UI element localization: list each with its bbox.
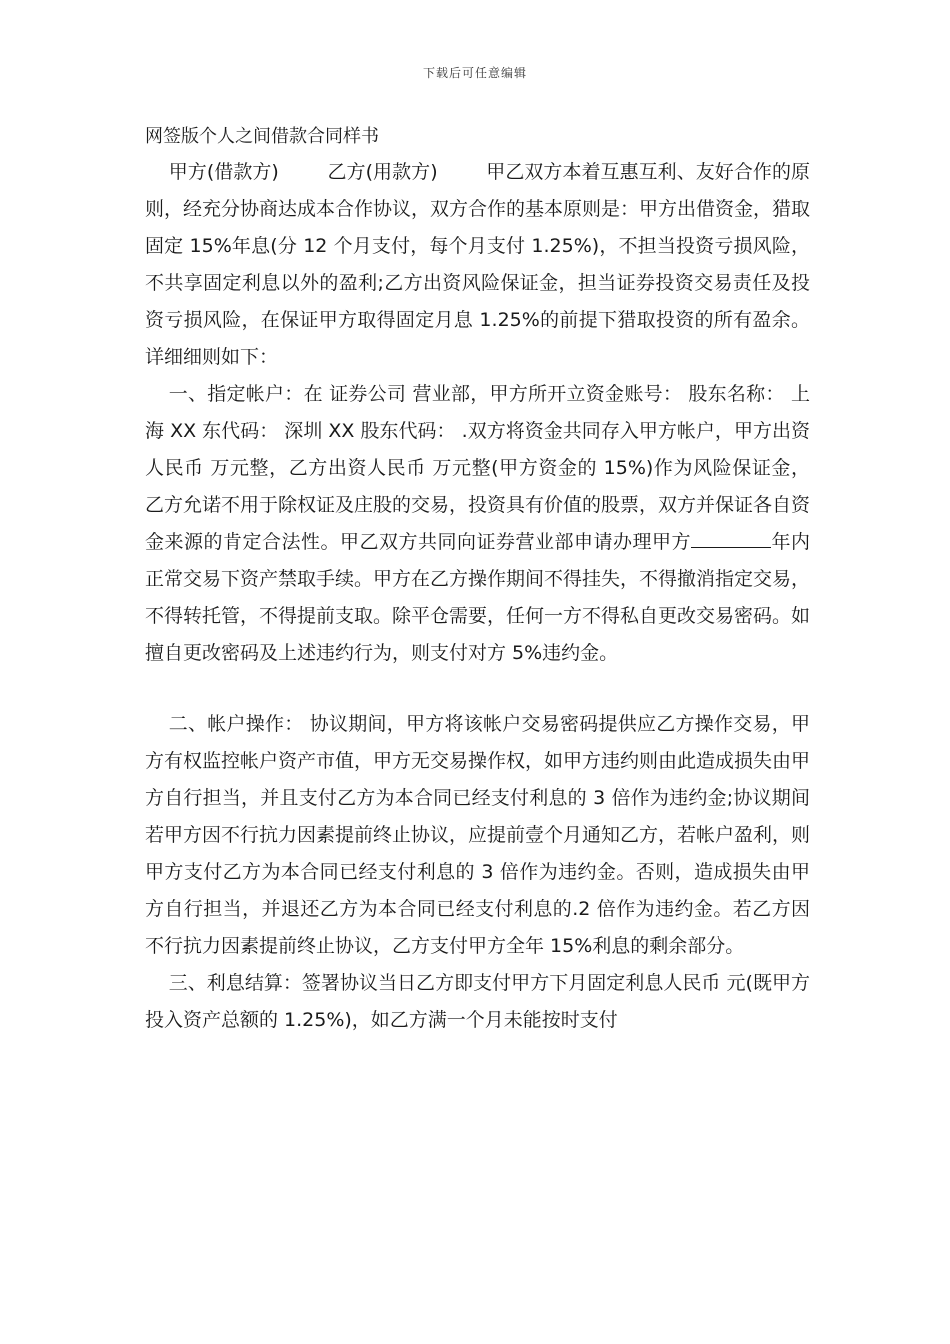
paragraph-gap bbox=[145, 672, 810, 706]
header-note: 下载后可任意编辑 bbox=[422, 66, 527, 80]
document-body bbox=[145, 120, 810, 1039]
section-1-text-part-1: 一、指定帐户：在 证券公司 营业部，甲方所开立资金账号： 股东名称： 上海 XX 东代码： 深圳 XX 股东代码： .双方将资金共同存入甲方帐户，甲方出资人民币 万元整，乙方出资人民币 万元整(甲方资金的 15%)作为风险保证金， 乙方允诺不用于除权证及庄股的交易，投资具有价值的股票，双方并保证各自资金来源的肯定合法性。甲乙双方共同向证券营业部申请办理甲方 bbox=[145, 383, 811, 553]
document-title: 网签版个人之间借款合同样书 bbox=[145, 126, 379, 147]
section-1-text-part-2: 年内正常交易下资产禁取手续。甲方在乙方操作期间不得挂失，不得撤消指定交易，不得转托管，不得提前支取。除平仓需要，任何一方不得私自更改交易密码。如擅自更改密码及上述违约行为，则支付对方 5%违约金。 bbox=[145, 531, 811, 664]
paragraph-section-2: 二、帐户操作： 协议期间，甲方将该帐户交易密码提供应乙方操作交易，甲方有权监控帐户资产市值，甲方无交易操作权，如甲方违约则由此造成损失由甲方自行担当，并且支付乙方为本合同已经支付利息的 3 倍作为违约金;协议期间若甲方因不行抗力因素提前终止协议，应提前壹个月通知乙方，若帐户盈利，则甲方支付乙方为本合同已经支付利息的 3 倍作为违约金。否则，造成损失由甲方自行担当，并退还乙方为本合同已经支付利息的.2 倍作为违约金。若乙方因不行抗力因素提前终止协议，乙方支付甲方全年 15%利息的剩余部分。 bbox=[145, 713, 811, 957]
paragraph-section-3: 三、利息结算：签署协议当日乙方即支付甲方下月固定利息人民币 元(既甲方投入资产总额的 1.25%)，如乙方满一个月未能按时支付 bbox=[145, 972, 810, 1031]
paragraph-intro: 甲方(借款方) 乙方(用款方) 甲乙双方本着互惠互利、友好合作的原则，经充分协商达成本合作协议，双方合作的基本原则是：甲方出借资金，猎取固定 15%年息(分 12 个月支付，每个月支付 1.25%)，不担当投资亏损风险，不共享固定利息以外的盈利;乙方出资风险保证金，担当证券投资交易责任及投资亏损风险，在保证甲方取得固定月息 1.25%的前提下猎取投资的所有盈余。详细细则如下： bbox=[145, 161, 811, 368]
paragraph-section-1 bbox=[145, 376, 810, 672]
blank-underline bbox=[691, 528, 771, 548]
